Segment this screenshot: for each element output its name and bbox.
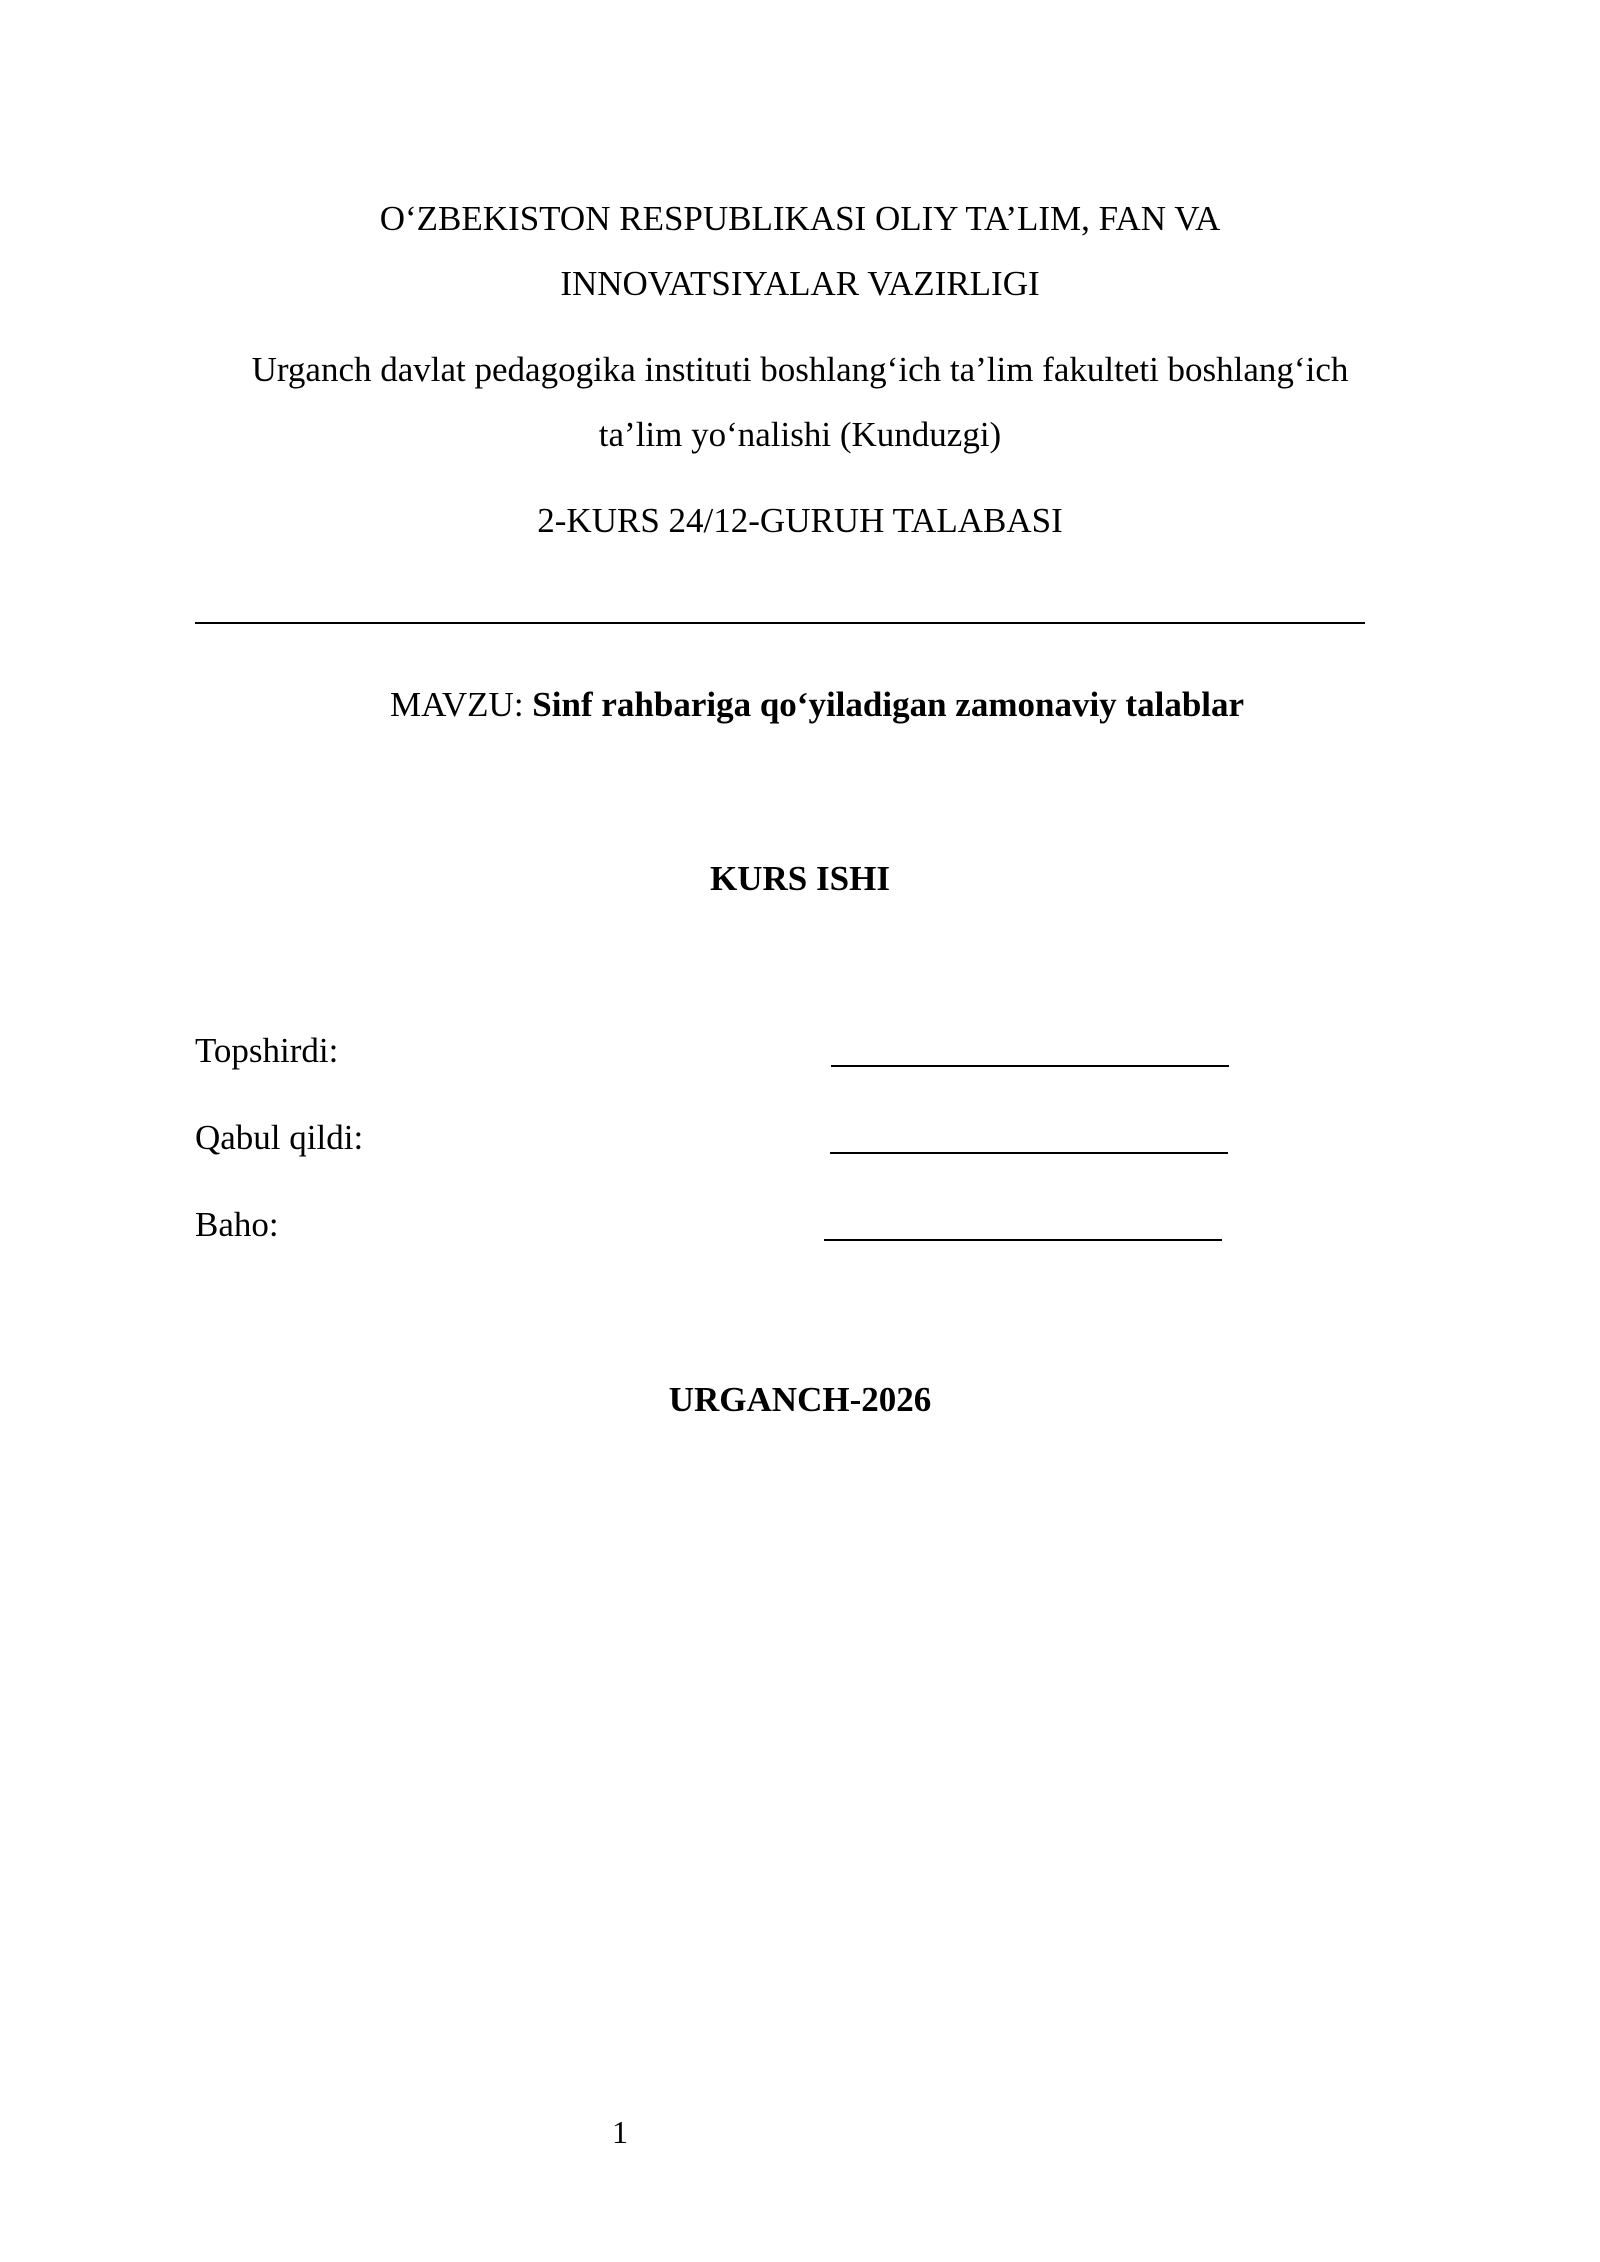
student-group: 2-KURS 24/12-GURUH TALABASI — [537, 501, 1063, 540]
ministry-title-line-1: O‘ZBEKISTON RESPUBLIKASI OLIY TA’LIM, FAN VA — [379, 199, 1221, 238]
topic-title: Sinf rahbariga qo‘yiladigan zamonaviy talablar — [532, 685, 1245, 724]
institute-line-1: Urganch davlat pedagogika instituti boshlang‘ich ta’lim fakulteti boshlang‘ich — [251, 350, 1349, 389]
grade-blank — [824, 1239, 1222, 1241]
work-type-heading: KURS ISHI — [710, 859, 890, 898]
city-year: URGANCH-2026 — [668, 1380, 932, 1419]
topic-label: MAVZU: — [390, 685, 524, 724]
grade-label: Baho: — [195, 1205, 279, 1244]
submitted-by-blank — [831, 1065, 1229, 1067]
form-row-grade — [195, 1203, 1295, 1247]
submitted-by-label: Topshirdi: — [195, 1031, 339, 1070]
accepted-by-blank — [830, 1152, 1228, 1154]
page-number: 1 — [612, 2114, 628, 2150]
form-row-accepted — [195, 1116, 1295, 1160]
topic — [390, 683, 1244, 727]
accepted-by-label: Qabul qildi: — [195, 1118, 364, 1157]
institute-line-2: ta’lim yo‘nalishi (Kunduzgi) — [598, 415, 1002, 454]
form-row-submitted — [195, 1029, 1295, 1073]
ministry-title-line-2: INNOVATSIYALAR VAZIRLIGI — [560, 264, 1040, 303]
name-blank-line — [195, 622, 1365, 624]
